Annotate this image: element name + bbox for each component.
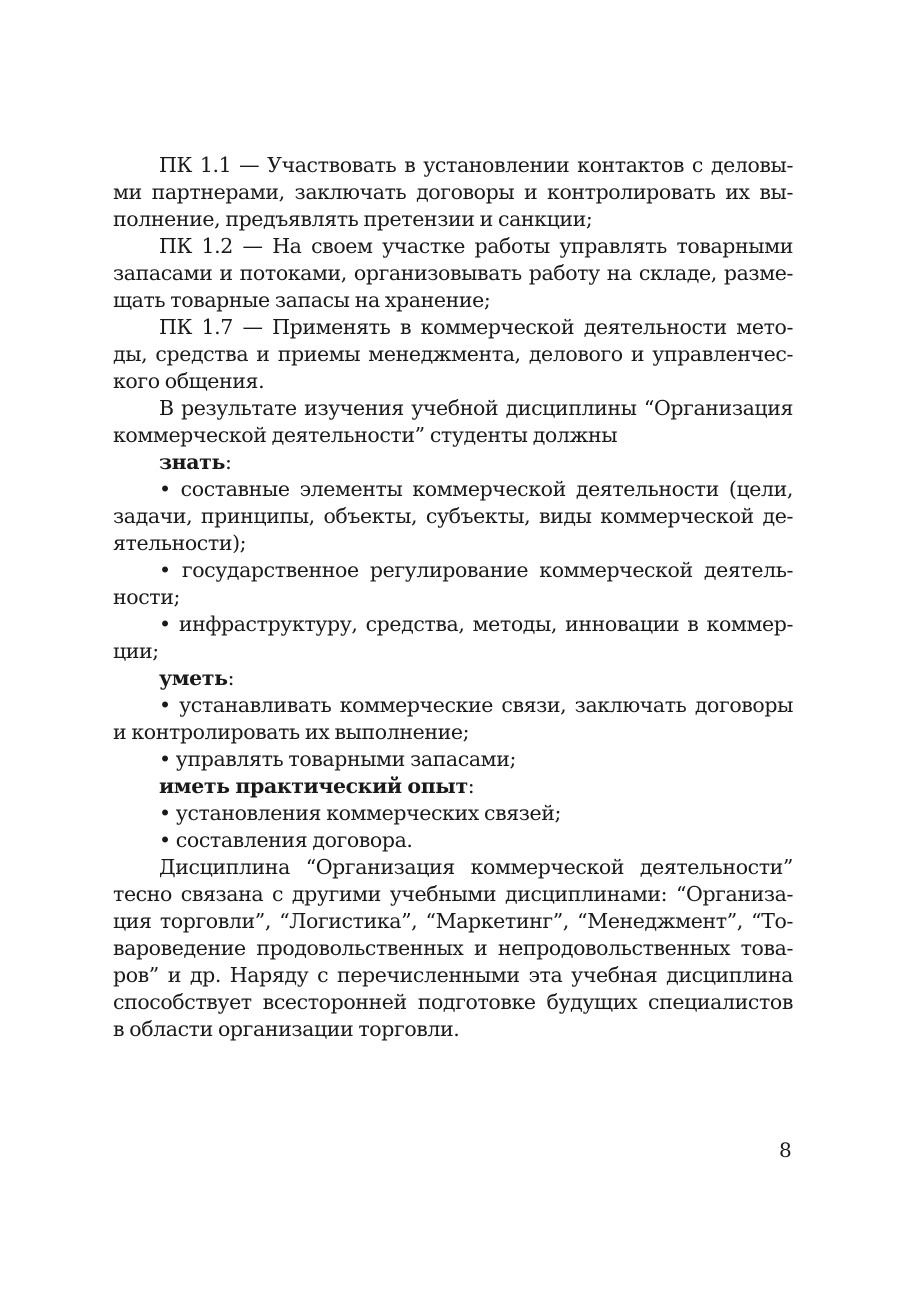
know-list-item: [113, 476, 793, 557]
text-line: и контролировать их выполнение;: [113, 720, 470, 744]
text-line: • составления договора.: [159, 828, 413, 852]
can-heading: [113, 665, 793, 692]
text-line: ПК 1.2 — На своем участке работы управлять товарными: [159, 234, 793, 258]
text-line: ятельности);: [113, 531, 247, 555]
experience-heading-colon: :: [467, 774, 475, 798]
text-line: тесно связана с другими учебными дисциплинами: “Организа-: [113, 882, 793, 906]
can-list-item: [113, 746, 793, 773]
text-line: ПК 1.7 — Применять в коммерческой деятельности мето-: [159, 315, 793, 339]
text-line: • государственное регулирование коммерческой деятель-: [159, 558, 793, 582]
can-list-item: [113, 692, 793, 746]
experience-heading: [113, 773, 793, 800]
experience-list-item: [113, 827, 793, 854]
know-heading: [113, 449, 793, 476]
text-line: щать товарные запасы на хранение;: [113, 288, 491, 312]
text-line: вароведение продовольственных и непродовольственных това-: [113, 936, 793, 960]
know-list-item: [113, 557, 793, 611]
text-line: кого общения.: [113, 369, 265, 393]
paragraph-pk-1-7: [113, 314, 793, 395]
know-list-item: [113, 611, 793, 665]
paragraph-study-results: [113, 395, 793, 449]
experience-heading-label: иметь практический опыт: [159, 774, 468, 798]
know-heading-label: знать: [159, 450, 225, 474]
text-line: ров” и др. Наряду с перечисленными эта учебная дисциплина: [113, 963, 793, 987]
text-line: коммерческой деятельности” студенты должны: [113, 423, 618, 447]
text-line: В результате изучения учебной дисциплины “Организация: [159, 396, 793, 420]
text-line: ми партнерами, заключать договоры и контролировать их вы-: [113, 180, 793, 204]
paragraph-pk-1-1: [113, 152, 793, 233]
text-line: • управлять товарными запасами;: [159, 747, 516, 771]
text-line: • устанавливать коммерческие связи, заключать договоры: [159, 693, 793, 717]
can-heading-label: уметь: [159, 666, 228, 690]
paragraph-pk-1-2: [113, 233, 793, 314]
text-line: задачи, принципы, объекты, субъекты, виды коммерческой де-: [113, 504, 793, 528]
text-line: • составные элементы коммерческой деятельности (цели,: [159, 477, 793, 501]
text-line: ции;: [113, 639, 159, 663]
text-line: способствует всесторонней подготовке будущих специалистов: [113, 990, 793, 1014]
page-number: 8: [779, 1138, 792, 1162]
text-line: ды, средства и приемы менеджмента, делового и управленчес-: [113, 342, 793, 366]
text-line: Дисциплина “Организация коммерческой деятельности”: [159, 855, 793, 879]
can-heading-colon: :: [227, 666, 235, 690]
text-line: • инфраструктуру, средства, методы, инновации в коммер-: [159, 612, 793, 636]
experience-list-item: [113, 800, 793, 827]
text-line: • установления коммерческих связей;: [159, 801, 562, 825]
text-line: ПК 1.1 — Участвовать в установлении контактов с деловы-: [159, 153, 793, 177]
text-line: ности;: [113, 585, 180, 609]
paragraph-closing: [113, 854, 793, 1043]
text-line: ция торговли”, “Логистика”, “Маркетинг”, “Менеджмент”, “То-: [113, 909, 793, 933]
page-body: [113, 152, 793, 1043]
text-line: полнение, предъявлять претензии и санкции;: [113, 207, 593, 231]
text-line: запасами и потоками, организовывать работу на складе, разме-: [113, 261, 793, 285]
text-line: в области организации торговли.: [113, 1017, 460, 1041]
know-heading-colon: :: [225, 450, 232, 474]
